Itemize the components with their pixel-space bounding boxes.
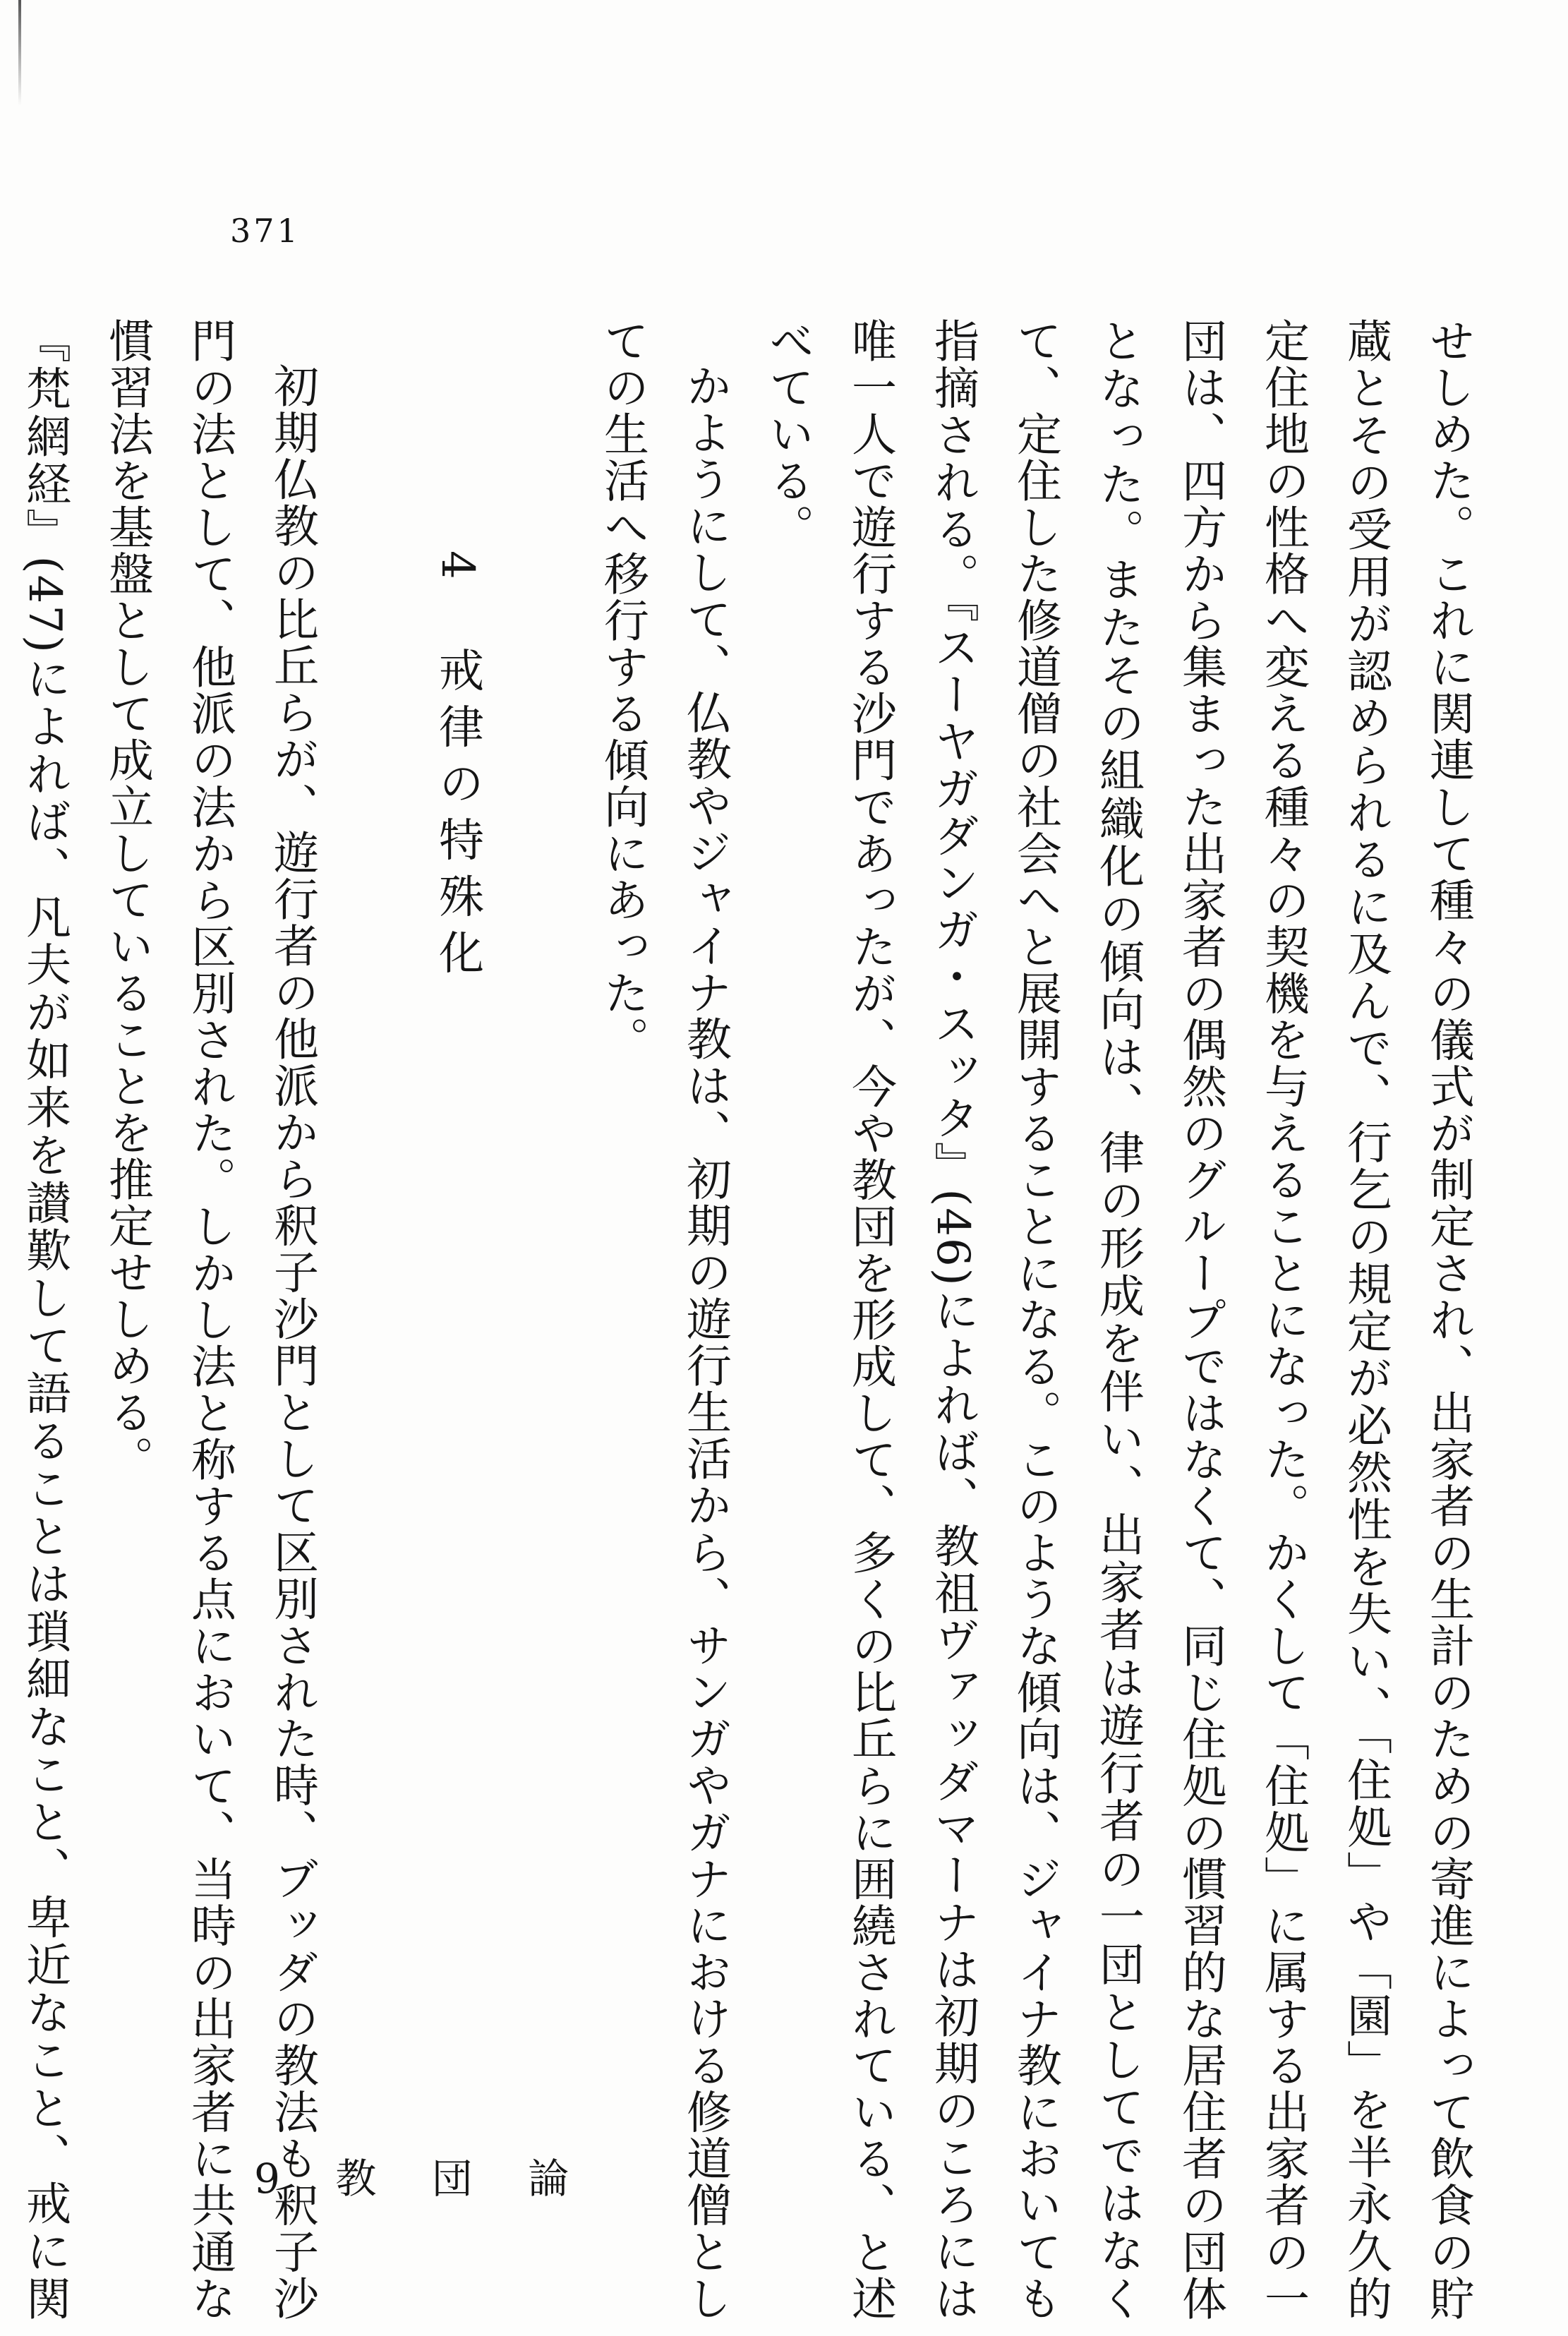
page-number: 371 — [230, 212, 301, 250]
vertical-text-body — [18, 318, 1489, 2323]
section-title: 戒律の特殊化 — [431, 646, 483, 986]
body-paragraph-1: せしめた。これに関連して種々の儀式が制定され、出家者の生計のための寄進によって飲食の貯蔵とその受用が認められるに及んで、行乞の規定が必然性を失い、「住処」や「園」を半永久的定住地の性格へ変える種々の契機を与えることになった。かくして「住処」に属する出家者の一団は、四方から集まった出家者の偶然のグループではなくて、同じ住処の慣習的な居住者の団体となった。またその組織化の傾向は、律の形成を伴い、出家者は遊行者の一団としてではなくて、定住した修道僧の社会へと展開することになる。このような傾向は、ジャイナ教においても指摘される。『スーヤガダンガ・スッタ』(46)によれば、教祖ヴァッダマーナは初期のころには唯一人で遊行する沙門であったが、今や教団を形成して、多くの比丘らに囲繞されている、と述べている。 — [761, 318, 1474, 2323]
section-paragraph-1: 初期仏教の比丘らが、遊行者の他派から釈子沙門として区別された時、ブッダの教法も釈子沙門の法として、他派の法から区別された。しかし法と称する点において、当時の出家者に共通な慣習法を基盤として成立していることを推定せしめる。 — [101, 318, 318, 2322]
section-heading — [416, 318, 498, 2322]
body-paragraph-2: かようにして、仏教やジャイナ教は、初期の遊行生活から、サンガやガナにおける修道僧としての生活へ移行する傾向にあった。 — [596, 318, 731, 2322]
blank-line — [333, 318, 416, 2322]
section-number: 4 — [431, 550, 483, 591]
section-paragraph-2: 『梵網経』(47)によれば、凡夫が如来を讃歎して語ることは瑣細なこと、卑近なこと、戒に関 — [18, 318, 71, 2322]
running-header: 9 教 団 論 — [254, 2155, 591, 2203]
blank-line — [498, 318, 581, 2322]
scan-edge-mark — [18, 0, 21, 106]
